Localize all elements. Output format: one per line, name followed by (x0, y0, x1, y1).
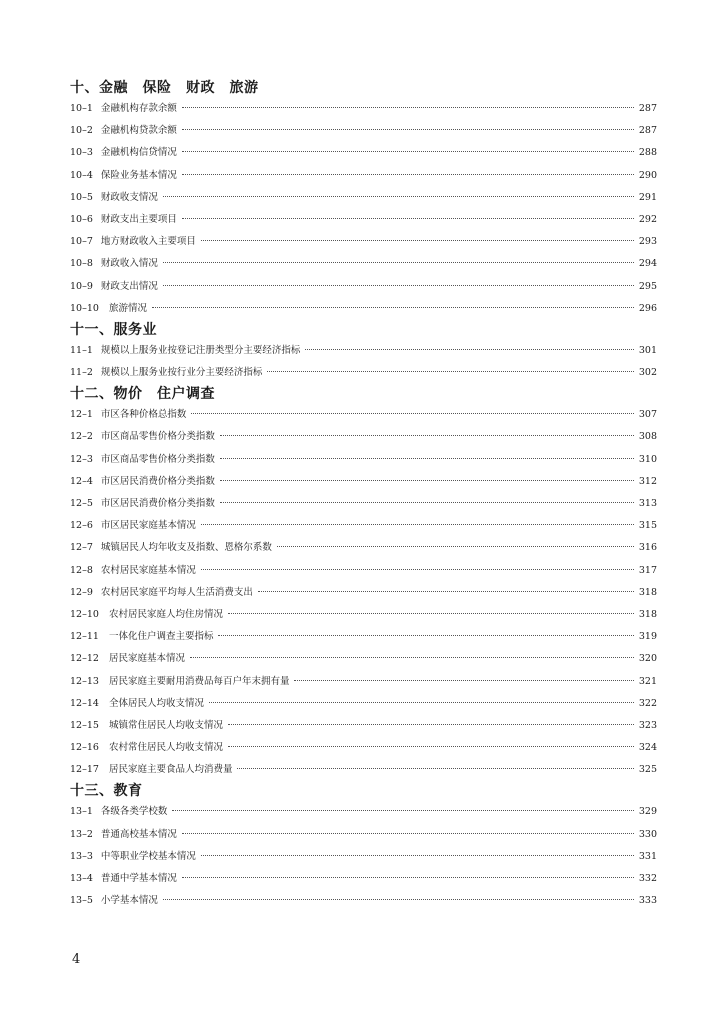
dot-leader (201, 240, 634, 241)
toc-entry[interactable] (70, 449, 657, 471)
dot-leader (182, 877, 634, 878)
entry-number: 12–10 (70, 608, 99, 620)
entry-title: 财政收入情况 (100, 258, 158, 270)
section-heading: 十三、教育 (70, 783, 143, 800)
dot-leader (258, 591, 634, 592)
entry-title: 地方财政收入主要项目 (100, 236, 196, 248)
dot-leader (294, 680, 633, 681)
entry-number: 12–17 (70, 764, 99, 776)
dot-leader (305, 349, 633, 350)
entry-page: 315 (638, 520, 657, 532)
entry-title: 市区商品零售价格分类指数 (100, 431, 215, 443)
dot-leader (172, 810, 633, 811)
entry-title: 规模以上服务业按登记注册类型分主要经济指标 (100, 344, 301, 356)
toc-entry[interactable] (70, 626, 657, 648)
toc-entry[interactable] (70, 693, 657, 715)
entry-number: 11–2 (70, 367, 93, 379)
dot-leader (182, 107, 634, 108)
entry-title: 财政支出主要项目 (100, 213, 177, 225)
entry-number: 10–2 (70, 125, 93, 137)
entry-page: 287 (638, 103, 657, 114)
dot-leader (218, 635, 633, 636)
entry-page: 331 (638, 850, 657, 862)
toc-entry[interactable] (70, 671, 657, 693)
toc-entry[interactable] (70, 846, 657, 868)
entry-title: 城镇居民人均年收支及指数、恩格尔系数 (100, 542, 272, 554)
entry-page: 291 (638, 191, 657, 203)
section-heading: 十二、物价 住户调查 (70, 386, 215, 403)
dot-leader (163, 196, 634, 197)
entry-number: 12–11 (70, 631, 99, 643)
toc-entry[interactable] (70, 298, 657, 320)
dot-leader (182, 833, 634, 834)
toc-entry[interactable] (70, 648, 657, 670)
entry-page: 301 (638, 344, 657, 356)
page-number: 4 (72, 952, 81, 967)
entry-number: 10–6 (70, 213, 93, 225)
entry-number: 12–14 (70, 697, 99, 709)
dot-leader (182, 129, 634, 130)
entry-page: 323 (638, 719, 657, 731)
entry-title: 农村居民家庭平均每人生活消费支出 (100, 586, 253, 598)
toc-entry[interactable] (70, 276, 657, 298)
dot-leader (201, 855, 634, 856)
dot-leader (220, 458, 634, 459)
entry-number: 12–5 (70, 498, 93, 509)
entry-number: 13–4 (70, 873, 93, 884)
entry-title: 市区居民家庭基本情况 (100, 520, 196, 532)
entry-page: 318 (638, 586, 657, 598)
entry-title: 财政收支情况 (100, 191, 158, 203)
dot-leader (220, 502, 634, 503)
entry-page: 307 (638, 409, 657, 421)
toc-entry[interactable] (70, 187, 657, 209)
entry-page: 319 (638, 631, 657, 643)
entry-number: 10–5 (70, 191, 93, 203)
entry-title: 居民家庭基本情况 (108, 653, 185, 665)
dot-leader (163, 262, 634, 263)
toc-entry[interactable] (70, 737, 657, 759)
entry-number: 13–3 (70, 850, 93, 862)
toc-entry[interactable] (70, 120, 657, 142)
entry-number: 12–7 (70, 542, 93, 554)
toc-entry[interactable] (70, 209, 657, 231)
dot-leader (220, 435, 634, 436)
entry-number: 12–15 (70, 719, 99, 731)
entry-title: 居民家庭主要食品人均消费量 (108, 764, 233, 776)
section (70, 320, 657, 384)
toc-entry[interactable] (70, 340, 657, 362)
dot-leader (220, 480, 634, 481)
toc-entry[interactable] (70, 824, 657, 846)
dot-leader (209, 702, 634, 703)
entry-page: 320 (638, 653, 657, 665)
entry-title: 中等职业学校基本情况 (100, 850, 196, 862)
toc-entry[interactable] (70, 560, 657, 582)
dot-leader (228, 613, 634, 614)
toc-entry[interactable] (70, 515, 657, 537)
dot-leader (182, 151, 634, 152)
entry-page: 318 (638, 608, 657, 620)
entry-page: 288 (638, 147, 657, 159)
entry-number: 11–1 (70, 344, 93, 356)
entry-number: 12–9 (70, 586, 93, 598)
dot-leader (277, 546, 634, 547)
entry-number: 10–4 (70, 169, 93, 181)
entry-page: 333 (638, 895, 657, 907)
entry-number: 12–3 (70, 453, 93, 465)
entry-number: 13–1 (70, 806, 93, 818)
entry-page: 293 (638, 236, 657, 248)
entry-title: 普通中学基本情况 (100, 873, 177, 884)
entry-page: 290 (638, 169, 657, 181)
toc-entry[interactable] (70, 537, 657, 559)
entry-title: 旅游情况 (108, 302, 147, 314)
entry-number: 10–7 (70, 236, 93, 248)
entry-page: 287 (638, 125, 657, 137)
toc-entry[interactable] (70, 98, 657, 120)
entry-number: 12–6 (70, 520, 93, 532)
entry-title: 金融机构贷款余额 (100, 125, 177, 137)
entry-number: 12–12 (70, 653, 99, 665)
toc-entry[interactable] (70, 759, 657, 781)
toc-entry[interactable] (70, 362, 657, 384)
entry-page: 332 (638, 873, 657, 884)
entry-page: 313 (638, 498, 657, 509)
dot-leader (201, 524, 634, 525)
section (70, 781, 657, 912)
entry-title: 保险业务基本情况 (100, 169, 177, 181)
entry-number: 10–8 (70, 258, 93, 270)
entry-page: 330 (638, 828, 657, 840)
dot-leader (191, 413, 633, 414)
entry-page: 294 (638, 258, 657, 270)
entry-title: 农村居民家庭人均住房情况 (108, 608, 223, 620)
entry-page: 322 (638, 697, 657, 709)
entry-title: 财政支出情况 (100, 280, 158, 292)
entry-page: 329 (638, 806, 657, 818)
entry-title: 普通高校基本情况 (100, 828, 177, 840)
toc-entry[interactable] (70, 582, 657, 604)
toc-entry[interactable] (70, 142, 657, 164)
entry-title: 市区居民消费价格分类指数 (100, 475, 215, 487)
dot-leader (267, 371, 633, 372)
dot-leader (163, 285, 634, 286)
section-heading: 十、金融 保险 财政 旅游 (70, 80, 259, 96)
entry-page: 317 (638, 564, 657, 576)
entry-title: 全体居民人均收支情况 (108, 697, 204, 709)
dot-leader (182, 218, 634, 219)
entry-title: 金融机构存款余额 (100, 103, 177, 114)
dot-leader (152, 307, 634, 308)
entry-title: 一体化住户调查主要指标 (108, 631, 214, 643)
entry-number: 13–5 (70, 895, 93, 907)
entry-page: 324 (638, 742, 657, 754)
entry-title: 市区各种价格总指数 (100, 409, 187, 421)
entry-number: 12–13 (70, 675, 99, 687)
entry-page: 295 (638, 280, 657, 292)
entry-number: 12–8 (70, 564, 93, 576)
entry-page: 316 (638, 542, 657, 554)
entry-page: 321 (638, 675, 657, 687)
toc-entry[interactable] (70, 868, 657, 890)
toc-entry[interactable] (70, 493, 657, 515)
toc-entry[interactable] (70, 231, 657, 253)
entry-page: 310 (638, 453, 657, 465)
toc-entry[interactable] (70, 801, 657, 823)
toc-entry[interactable] (70, 165, 657, 187)
dot-leader (182, 174, 634, 175)
entry-number: 12–16 (70, 742, 99, 754)
entry-page: 325 (638, 764, 657, 776)
entry-title: 市区商品零售价格分类指数 (100, 453, 215, 465)
dot-leader (228, 724, 634, 725)
entry-title: 规模以上服务业按行业分主要经济指标 (100, 367, 263, 379)
entry-number: 10–9 (70, 280, 93, 292)
entry-page: 312 (638, 475, 657, 487)
entry-title: 市区居民消费价格分类指数 (100, 498, 215, 509)
toc-entry[interactable] (70, 404, 657, 426)
section (70, 78, 657, 320)
entry-number: 13–2 (70, 828, 93, 840)
entry-title: 居民家庭主要耐用消费品每百户年末拥有量 (108, 675, 290, 687)
entry-number: 10–3 (70, 147, 93, 159)
entry-title: 农村居民家庭基本情况 (100, 564, 196, 576)
entry-title: 各级各类学校数 (100, 806, 168, 818)
toc-entry[interactable] (70, 471, 657, 493)
entry-title: 农村常住居民人均收支情况 (108, 742, 223, 754)
entry-title: 金融机构信贷情况 (100, 147, 177, 159)
entry-title: 小学基本情况 (100, 895, 158, 907)
entry-number: 12–4 (70, 475, 93, 487)
dot-leader (237, 768, 633, 769)
dot-leader (201, 569, 634, 570)
entry-number: 12–2 (70, 431, 93, 443)
entry-page: 296 (638, 302, 657, 314)
toc-entry[interactable] (70, 253, 657, 275)
toc-entry[interactable] (70, 715, 657, 737)
dot-leader (163, 899, 634, 900)
entry-number: 12–1 (70, 409, 93, 421)
toc-entry[interactable] (70, 890, 657, 912)
toc-entry[interactable] (70, 426, 657, 448)
section (70, 384, 657, 781)
entry-page: 302 (638, 367, 657, 379)
section-heading: 十一、服务业 (70, 321, 157, 338)
table-of-contents (70, 78, 657, 912)
entry-number: 10–10 (70, 302, 99, 314)
entry-page: 292 (638, 213, 657, 225)
toc-entry[interactable] (70, 604, 657, 626)
entry-number: 10–1 (70, 103, 93, 114)
dot-leader (228, 746, 634, 747)
entry-title: 城镇常住居民人均收支情况 (108, 719, 223, 731)
entry-page: 308 (638, 431, 657, 443)
dot-leader (190, 657, 634, 658)
